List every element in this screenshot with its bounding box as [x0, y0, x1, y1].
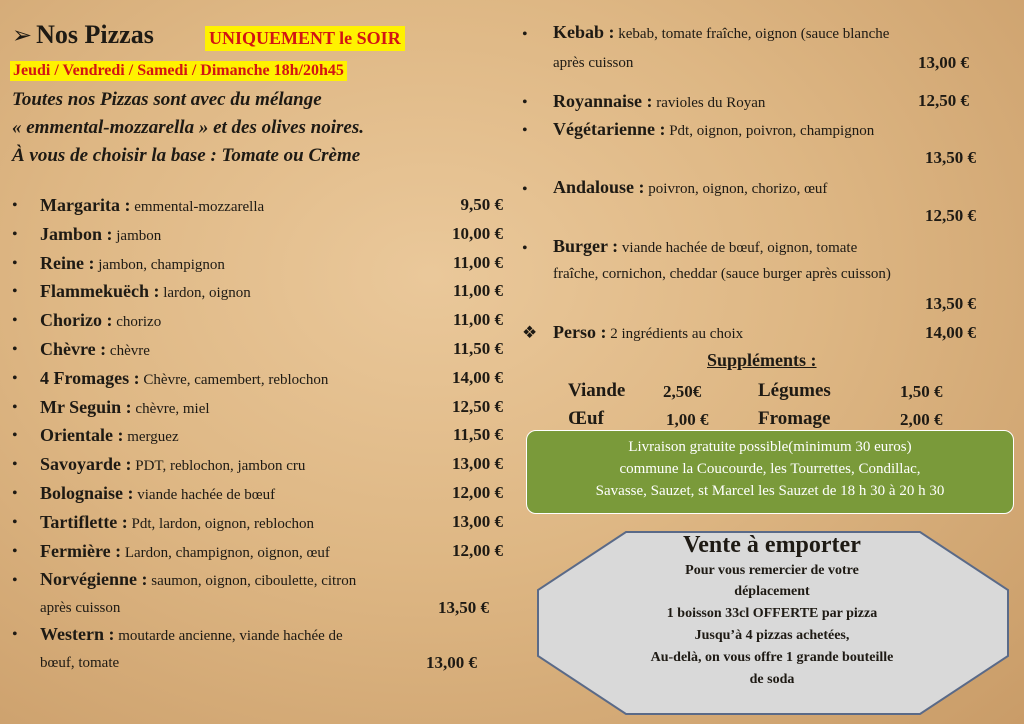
- pizza-item: [40, 425, 179, 446]
- pizza-price: 11,50 €: [452, 425, 503, 444]
- takeaway-line: déplacement: [734, 584, 810, 599]
- pizza-name: Mr Seguin :: [40, 397, 132, 417]
- pizza-price: 14,00 €: [452, 368, 503, 387]
- pizza-item: [40, 310, 161, 331]
- pizza-name: Norvégienne :: [40, 569, 148, 589]
- bullet-icon: •: [522, 181, 528, 198]
- pizza-name: Andalouse :: [553, 177, 645, 197]
- evening-badge: UNIQUEMENT le SOIR: [205, 26, 405, 51]
- pizza-item-royannaise: [553, 91, 765, 112]
- pizza-name: Kebab :: [553, 22, 615, 42]
- pizza-price: 12,00 €: [452, 483, 503, 502]
- pizza-name: Jambon :: [40, 224, 113, 244]
- supplement-price: 2,00 €: [900, 410, 943, 429]
- intro-line-2: « emmental-mozzarella » et des olives noires.: [12, 117, 365, 138]
- pizza-price: 11,00 €: [452, 310, 503, 329]
- bullet-icon: •: [522, 240, 528, 257]
- pizza-desc-cont: bœuf, tomate: [40, 655, 120, 671]
- pizza-price: 13,00 €: [452, 454, 503, 473]
- bullet-icon: •: [12, 197, 18, 214]
- pizza-item: [40, 483, 275, 504]
- takeaway-line: Pour vous remercier de votre: [685, 563, 859, 578]
- pizza-item: [40, 195, 264, 216]
- pizza-name: Orientale :: [40, 425, 124, 445]
- bullet-icon: •: [12, 572, 18, 589]
- pizza-price: 10,00 €: [452, 224, 503, 243]
- opening-days: Jeudi / Vendredi / Samedi / Dimanche 18h/20h45: [10, 61, 347, 81]
- pizza-name: Western :: [40, 624, 115, 644]
- bullet-icon: •: [12, 341, 18, 358]
- bullet-icon: •: [12, 485, 18, 502]
- pizza-desc: ravioles du Royan: [652, 95, 766, 111]
- pizza-item: [40, 253, 225, 274]
- pizza-item-western: [40, 624, 343, 645]
- pizza-desc: PDT, reblochon, jambon cru: [131, 458, 306, 474]
- bullet-icon: •: [12, 283, 18, 300]
- bullet-icon: •: [12, 370, 18, 387]
- pizza-desc: jambon: [112, 228, 162, 244]
- takeaway-line: 1 boisson 33cl OFFERTE par pizza: [666, 606, 878, 621]
- pizza-item-perso: [553, 322, 743, 343]
- pizza-desc-cont: fraîche, cornichon, cheddar (sauce burger après cuisson): [553, 266, 891, 282]
- supplement-price: 1,00 €: [666, 410, 709, 429]
- page-title: Nos Pizzas: [36, 20, 154, 49]
- pizza-name: Reine :: [40, 253, 95, 273]
- pizza-price: 13,50 €: [438, 598, 489, 617]
- pizza-desc: saumon, oignon, ciboulette, citron: [147, 573, 357, 589]
- pizza-name: Margarita :: [40, 195, 131, 215]
- pizza-item: [40, 454, 305, 475]
- pizza-name: Perso :: [553, 322, 607, 342]
- pizza-name: Chorizo :: [40, 310, 113, 330]
- arrow-icon: ➢: [12, 23, 33, 49]
- pizza-name: Flammekuëch :: [40, 281, 160, 301]
- delivery-line: Livraison gratuite possible(minimum 30 euros): [628, 439, 912, 455]
- pizza-name: Royannaise :: [553, 91, 653, 111]
- pizza-name: Végétarienne :: [553, 119, 666, 139]
- pizza-desc: chorizo: [112, 314, 162, 330]
- pizza-name: Chèvre :: [40, 339, 107, 359]
- pizza-price: 13,50 €: [925, 148, 976, 167]
- pizza-desc: viande hachée de bœuf, oignon, tomate: [618, 240, 858, 256]
- pizza-desc: chèvre, miel: [131, 401, 210, 417]
- pizza-item: [40, 512, 314, 533]
- pizza-item: [40, 224, 161, 245]
- pizza-price: 11,50 €: [452, 339, 503, 358]
- supplement-price: 2,50€: [663, 382, 702, 401]
- pizza-name: Savoyarde :: [40, 454, 132, 474]
- delivery-line: Savasse, Sauzet, st Marcel les Sauzet de 18 h 30 à 20 h 30: [595, 483, 945, 499]
- pizza-price: 11,00 €: [452, 281, 503, 300]
- bullet-icon: •: [12, 226, 18, 243]
- pizza-desc: lardon, oignon: [159, 285, 251, 301]
- intro-line-1: Toutes nos Pizzas sont avec du mélange: [12, 89, 322, 110]
- pizza-name: Tartiflette :: [40, 512, 128, 532]
- pizza-name: Bolognaise :: [40, 483, 134, 503]
- pizza-item-norvegienne: [40, 569, 356, 590]
- pizza-name: Fermière :: [40, 541, 122, 561]
- pizza-desc: jambon, champignon: [94, 257, 225, 273]
- delivery-line: commune la Coucourde, les Tourrettes, Condillac,: [619, 461, 921, 477]
- pizza-desc: Pdt, oignon, poivron, champignon: [665, 123, 875, 139]
- pizza-price: 13,00 €: [426, 653, 477, 672]
- pizza-item-vegetarienne: [553, 119, 874, 140]
- takeaway-line: Au-delà, on vous offre 1 grande bouteille: [650, 650, 894, 665]
- takeaway-line: Jusqu’à 4 pizzas achetées,: [694, 628, 850, 643]
- takeaway-line: de soda: [749, 672, 795, 687]
- pizza-price: 12,50 €: [452, 397, 503, 416]
- bullet-icon: •: [522, 26, 528, 43]
- pizza-desc: moutarde ancienne, viande hachée de: [114, 628, 343, 644]
- takeaway-title: Vente à emporter: [683, 532, 861, 558]
- pizza-desc: Lardon, champignon, oignon, œuf: [121, 545, 330, 561]
- bullet-icon: •: [12, 399, 18, 416]
- menu-title: [12, 20, 154, 50]
- pizza-item: [40, 339, 150, 360]
- pizza-price: 12,00 €: [452, 541, 503, 560]
- pizza-item: [40, 541, 330, 562]
- supplement-label: Œuf: [568, 408, 604, 429]
- pizza-item: [40, 397, 210, 418]
- pizza-item-kebab: [553, 22, 889, 43]
- pizza-desc: emmental-mozzarella: [130, 199, 265, 215]
- pizza-item: [40, 281, 251, 302]
- pizza-desc: chèvre: [106, 343, 150, 359]
- bullet-icon: •: [12, 514, 18, 531]
- bullet-icon: •: [12, 626, 18, 643]
- bullet-icon: •: [12, 255, 18, 272]
- pizza-desc-cont: après cuisson: [40, 600, 121, 616]
- intro-line-3: À vous de choisir la base : Tomate ou Crème: [12, 145, 361, 166]
- pizza-price: 13,00 €: [452, 512, 503, 531]
- pizza-desc: viande hachée de bœuf: [133, 487, 276, 503]
- pizza-name: Burger :: [553, 236, 619, 256]
- pizza-price: 14,00 €: [925, 323, 976, 342]
- supplement-label: Fromage: [758, 408, 831, 429]
- pizza-item-burger: [553, 236, 857, 257]
- bullet-icon: •: [12, 543, 18, 560]
- supplement-label: Viande: [568, 380, 626, 401]
- pizza-price: 11,00 €: [452, 253, 503, 272]
- supplements-title: Suppléments :: [707, 350, 817, 370]
- bullet-icon: •: [12, 427, 18, 444]
- supplement-label: Légumes: [758, 380, 831, 401]
- pizza-item: [40, 368, 328, 389]
- takeaway-offer: [556, 532, 988, 691]
- pizza-price: 12,50 €: [925, 206, 976, 225]
- diamond-bullet-icon: ❖: [522, 323, 538, 342]
- pizza-price: 13,00 €: [918, 53, 969, 72]
- pizza-price: 12,50 €: [918, 91, 969, 110]
- bullet-icon: •: [12, 312, 18, 329]
- pizza-desc: poivron, oignon, chorizo, œuf: [644, 181, 828, 197]
- supplement-price: 1,50 €: [900, 382, 943, 401]
- pizza-desc: merguez: [123, 429, 179, 445]
- pizza-name: 4 Fromages :: [40, 368, 140, 388]
- pizza-desc: 2 ingrédients au choix: [606, 326, 744, 342]
- delivery-info-box: [526, 430, 1014, 514]
- pizza-price: 9,50 €: [460, 195, 503, 214]
- bullet-icon: •: [522, 94, 528, 111]
- pizza-desc: kebab, tomate fraîche, oignon (sauce blanche: [614, 26, 890, 42]
- bullet-icon: •: [522, 122, 528, 139]
- pizza-desc: Pdt, lardon, oignon, reblochon: [127, 516, 315, 532]
- pizza-price: 13,50 €: [925, 294, 976, 313]
- pizza-item-andalouse: [553, 177, 827, 198]
- pizza-desc: Chèvre, camembert, reblochon: [139, 372, 329, 388]
- bullet-icon: •: [12, 456, 18, 473]
- pizza-desc-cont: après cuisson: [553, 55, 634, 71]
